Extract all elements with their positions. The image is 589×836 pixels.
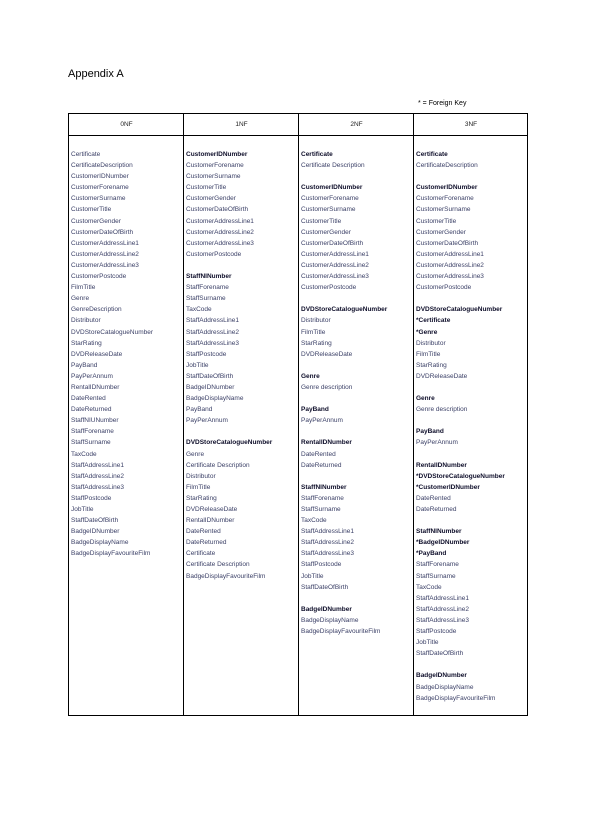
field-item: CertificateDescription xyxy=(71,162,133,170)
normalisation-table xyxy=(68,113,528,716)
field-item: DateReturned xyxy=(71,406,112,414)
field-item: CustomerAddressLine1 xyxy=(186,217,254,225)
field-item: StaffAddressLine2 xyxy=(186,328,239,336)
field-item: CustomerSurname xyxy=(186,173,241,181)
field-item: StaffSurname xyxy=(71,439,111,447)
key-field: *Certificate xyxy=(416,317,451,325)
field-item: CustomerAddressLine2 xyxy=(186,228,254,236)
field-item: StaffDateOfBirth xyxy=(186,372,234,380)
field-item: StaffSurname xyxy=(301,506,341,513)
field-item: DateReturned xyxy=(186,539,227,547)
spacer xyxy=(416,515,505,526)
field-item: Distributor xyxy=(301,317,331,325)
field-item: CustomerAddressLine1 xyxy=(71,239,139,247)
field-item: BadgeDisplayName xyxy=(301,616,359,624)
column-body-2nf xyxy=(301,149,387,637)
field-item: CustomerSurname xyxy=(301,206,356,214)
field-item: StaffForename xyxy=(186,284,229,292)
field-item: StaffAddressLine1 xyxy=(416,594,469,602)
column-divider xyxy=(413,114,414,715)
field-item: PayPerAnnum xyxy=(186,417,228,425)
field-item: StaffPostcode xyxy=(186,350,227,358)
field-item: StaffAddressLine3 xyxy=(301,550,354,558)
field-item: BadgeDisplayFavouriteFilm xyxy=(416,694,496,702)
spacer xyxy=(416,449,505,460)
field-item: Distributor xyxy=(71,317,101,325)
field-item: CustomerSurname xyxy=(71,195,126,203)
key-field: StaffNINumber xyxy=(416,528,462,536)
field-item: BadgeDisplayName xyxy=(186,395,244,403)
field-item: StarRating xyxy=(416,361,447,369)
spacer xyxy=(301,293,387,304)
field-item: StaffAddressLine3 xyxy=(71,483,124,491)
key-field: BadgeIDNumber xyxy=(416,672,467,680)
field-item: CustomerForename xyxy=(71,184,129,192)
field-item: JobTitle xyxy=(186,361,209,369)
field-item: StaffAddressLine1 xyxy=(71,461,124,469)
field-item: CustomerPostcode xyxy=(301,284,357,292)
field-item: CustomerDateOfBirth xyxy=(186,206,249,214)
field-item: Distributor xyxy=(186,472,216,480)
spacer xyxy=(301,360,387,371)
field-item: CertificateDescription xyxy=(416,162,478,170)
field-item: DVDReleaseDate xyxy=(186,506,238,513)
field-item: StaffDateOfBirth xyxy=(416,650,464,658)
field-item: StaffDateOfBirth xyxy=(71,517,119,525)
field-item: DateRented xyxy=(416,494,451,502)
field-item: CustomerAddressLine3 xyxy=(71,261,139,269)
column-body-1nf xyxy=(186,149,272,582)
field-item: PayBand xyxy=(71,361,98,369)
key-field: Certificate xyxy=(416,151,448,158)
field-item: CustomerTitle xyxy=(416,217,457,225)
field-item: BadgeDisplayName xyxy=(71,539,129,547)
field-item: TaxCode xyxy=(416,583,442,591)
field-item: GenreDescription xyxy=(71,306,122,314)
field-item: PayBand xyxy=(186,406,213,414)
field-item: CustomerTitle xyxy=(301,217,342,225)
field-item: Genre xyxy=(186,450,205,458)
field-item: PayPerAnnum xyxy=(416,439,458,447)
field-item: CustomerForename xyxy=(186,162,244,170)
field-item: JobTitle xyxy=(71,506,94,513)
field-item: StaffForename xyxy=(416,561,459,569)
spacer xyxy=(186,426,272,437)
key-field: PayBand xyxy=(301,406,329,414)
field-item: CustomerTitle xyxy=(186,184,227,192)
field-item: CustomerPostcode xyxy=(186,250,242,258)
field-item: StaffAddressLine2 xyxy=(71,472,124,480)
field-item: Certificate Description xyxy=(301,162,365,170)
field-item: Genre description xyxy=(301,383,353,391)
field-item: StaffAddressLine1 xyxy=(301,528,354,536)
field-item: CustomerAddressLine3 xyxy=(416,273,484,281)
field-item: StaffForename xyxy=(301,494,344,502)
field-item: DateReturned xyxy=(301,461,342,469)
column-heading-2nf: 2NF xyxy=(350,121,363,128)
field-item: TaxCode xyxy=(301,517,327,525)
field-item: CustomerAddressLine3 xyxy=(301,273,369,281)
field-item: FilmTitle xyxy=(186,483,211,491)
key-field: *PayBand xyxy=(416,550,447,558)
column-heading-3nf: 3NF xyxy=(464,121,478,128)
field-item: StarRating xyxy=(186,494,217,502)
field-item: CustomerDateOfBirth xyxy=(301,239,364,247)
page-title: Appendix A xyxy=(68,68,124,80)
field-item: StaffAddressLine3 xyxy=(186,339,239,347)
field-item: CustomerAddressLine1 xyxy=(416,250,484,258)
field-item: CustomerGender xyxy=(71,217,121,225)
field-item: Certificate xyxy=(186,550,216,558)
spacer xyxy=(301,426,387,437)
field-item: RentalIDNumber xyxy=(71,383,120,391)
field-item: StaffDateOfBirth xyxy=(301,583,349,591)
field-item: StaffAddressLine1 xyxy=(186,317,239,325)
field-item: BadgeDisplayName xyxy=(416,683,474,691)
key-field: *Genre xyxy=(416,328,438,336)
field-item: CustomerAddressLine2 xyxy=(71,250,139,258)
column-body-0nf xyxy=(71,149,153,559)
field-item: CustomerIDNumber xyxy=(71,173,129,181)
field-item: StarRating xyxy=(71,339,102,347)
key-field: DVDStoreCatalogueNumber xyxy=(416,306,503,314)
field-item: FilmTitle xyxy=(416,350,441,358)
field-item: Genre description xyxy=(416,406,468,414)
field-item: CustomerGender xyxy=(301,228,351,236)
field-item: CustomerDateOfBirth xyxy=(416,239,479,247)
field-item: StaffAddressLine2 xyxy=(301,539,354,547)
field-item: DateRented xyxy=(186,528,221,536)
key-field: Certificate xyxy=(301,151,333,158)
field-item: CustomerForename xyxy=(301,195,359,203)
field-item: Genre xyxy=(71,295,90,303)
field-item: JobTitle xyxy=(416,639,439,647)
column-divider xyxy=(183,114,184,715)
column-body-3nf xyxy=(416,149,505,704)
key-field: StaffNINumber xyxy=(186,273,232,281)
spacer xyxy=(301,171,387,182)
key-field: *CustomerIDNumber xyxy=(416,483,480,491)
key-field: BadgeIDNumber xyxy=(301,605,352,613)
field-item: JobTitle xyxy=(301,572,324,580)
spacer xyxy=(301,393,387,404)
field-item: DateRented xyxy=(71,395,106,403)
field-item: CustomerPostcode xyxy=(71,273,127,281)
field-item: StaffPostcode xyxy=(71,494,112,502)
field-item: CustomerTitle xyxy=(71,206,112,214)
spacer xyxy=(416,382,505,393)
field-item: CustomerPostcode xyxy=(416,284,472,292)
field-item: CustomerAddressLine1 xyxy=(301,250,369,258)
spacer xyxy=(301,593,387,604)
field-item: PayPerAnnum xyxy=(71,372,113,380)
field-item: CustomerAddressLine2 xyxy=(416,261,484,269)
field-item: Certificate Description xyxy=(186,561,250,569)
key-field: CustomerIDNumber xyxy=(301,184,363,192)
column-heading-0nf: 0NF xyxy=(120,121,133,128)
field-item: DVDStoreCatalogueNumber xyxy=(71,328,154,336)
field-item: TaxCode xyxy=(71,450,97,458)
field-item: BadgeDisplayFavouriteFilm xyxy=(71,550,151,558)
field-item: PayPerAnnum xyxy=(301,417,343,425)
field-item: DVDReleaseDate xyxy=(416,372,468,380)
field-item: DVDReleaseDate xyxy=(71,350,123,358)
field-item: BadgeIDNumber xyxy=(71,528,120,536)
column-heading-1nf: 1NF xyxy=(235,121,248,128)
spacer xyxy=(186,260,272,271)
key-field: RentalIDNumber xyxy=(416,461,467,469)
field-item: CustomerSurname xyxy=(416,206,471,214)
field-item: BadgeDisplayFavouriteFilm xyxy=(301,628,381,636)
spacer xyxy=(416,293,505,304)
field-item: RentalIDNumber xyxy=(186,517,235,525)
key-field: DVDStoreCatalogueNumber xyxy=(186,439,273,447)
key-field: Genre xyxy=(416,395,435,403)
spacer xyxy=(301,471,387,482)
field-item: TaxCode xyxy=(186,306,212,314)
key-field: CustomerIDNumber xyxy=(186,151,248,158)
key-field: RentalIDNumber xyxy=(301,439,352,447)
foreign-key-legend: * = Foreign Key xyxy=(418,100,467,107)
field-item: StaffPostcode xyxy=(301,561,342,569)
field-item: StarRating xyxy=(301,339,332,347)
spacer xyxy=(416,659,505,670)
field-item: CustomerGender xyxy=(416,228,466,236)
field-item: Distributor xyxy=(416,339,446,347)
field-item: BadgeIDNumber xyxy=(186,383,235,391)
spacer xyxy=(416,415,505,426)
key-field: DVDStoreCatalogueNumber xyxy=(301,306,388,314)
field-item: FilmTitle xyxy=(301,328,326,336)
field-item: CustomerForename xyxy=(416,195,474,203)
field-item: StaffNIUNumber xyxy=(71,417,119,425)
field-item: StaffSurname xyxy=(416,572,456,580)
field-item: BadgeDisplayFavouriteFilm xyxy=(186,572,266,580)
field-item: CustomerDateOfBirth xyxy=(71,228,134,236)
field-item: DateReturned xyxy=(416,506,457,513)
spacer xyxy=(416,171,505,182)
column-divider xyxy=(298,114,299,715)
field-item: Certificate Description xyxy=(186,461,250,469)
field-item: StaffAddressLine3 xyxy=(416,616,469,624)
key-field: Genre xyxy=(301,372,320,380)
field-item: StaffSurname xyxy=(186,295,226,303)
field-item: CustomerAddressLine3 xyxy=(186,239,254,247)
field-item: DVDReleaseDate xyxy=(301,350,353,358)
field-item: StaffForename xyxy=(71,428,114,436)
key-field: StaffNINumber xyxy=(301,483,347,491)
field-item: Certificate xyxy=(71,151,101,158)
field-item: StaffPostcode xyxy=(416,628,457,636)
key-field: *DVDStoreCatalogueNumber xyxy=(416,472,505,480)
field-item: StaffAddressLine2 xyxy=(416,605,469,613)
key-field: CustomerIDNumber xyxy=(416,184,478,192)
key-field: *BadgeIDNumber xyxy=(416,539,470,547)
field-item: FilmTitle xyxy=(71,284,96,292)
field-item: CustomerGender xyxy=(186,195,236,203)
field-item: DateRented xyxy=(301,450,336,458)
key-field: PayBand xyxy=(416,428,444,436)
field-item: CustomerAddressLine2 xyxy=(301,261,369,269)
